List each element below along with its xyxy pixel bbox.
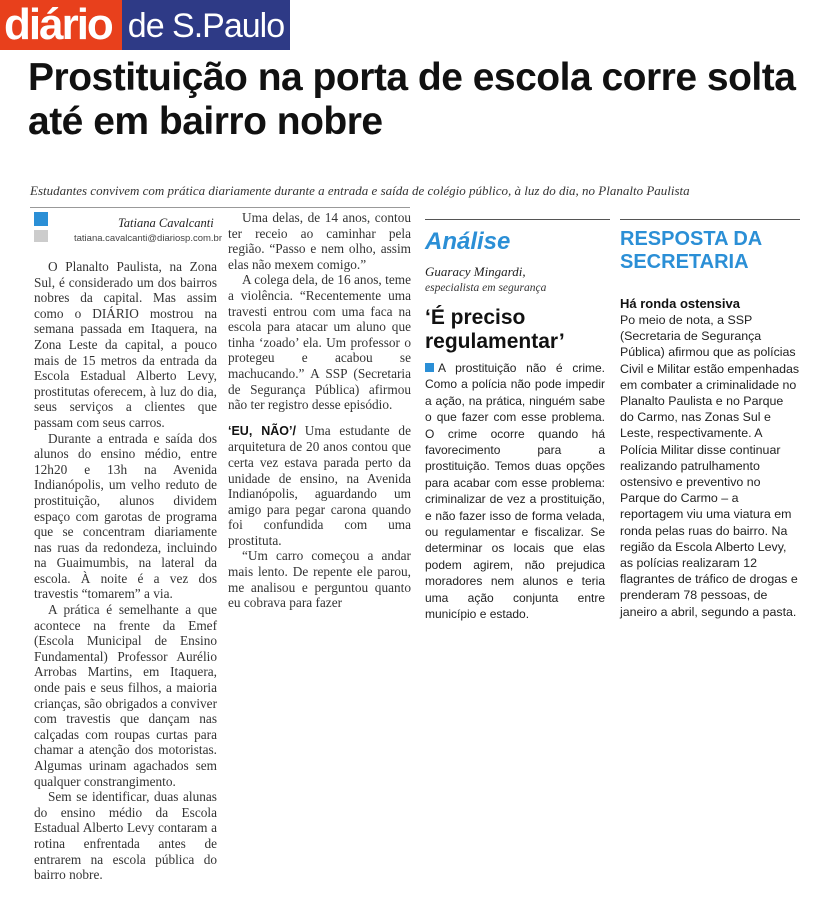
paragraph: O Planalto Paulista, na Zona Sul, é considerado um dos bairros nobres da capital. Mas assim como o DIÁRIO mostrou na semana passada em Itaquera, na Zona Leste da capital, a pouco mais de 15 metros da entrada da Escola Estadual Alberto Levy, prostitutas oferecem, à luz do dia, seus serviços a clientes que passam com seus carros. [34, 259, 217, 430]
paragraph: “Um carro começou a andar mais lento. De repente ele parou, me analisou e perguntou quanto eu cobrava para fazer [228, 548, 411, 611]
bullet-square-icon [425, 363, 434, 372]
masthead-sao-paulo: de S.Paulo [122, 0, 290, 50]
byline-author: Tatiana Cavalcanti [118, 216, 214, 230]
section-label: ‘EU, NÃO’/ [228, 423, 296, 438]
paragraph: A colega dela, de 16 anos, teme a violência. “Recentemente uma travesti entrou com uma faca na escola para atacar um aluno que tinha ‘zoado’ ela. Um professor o protegeu e acabou se machucando.” A SSP (Secretaria de Segurança Pública) afirmou não ter registro desse episódio. [228, 272, 411, 413]
analise-quote: ‘É preciso regulamentar’ [425, 306, 565, 353]
divider [425, 219, 610, 220]
analise-text: A prostituição não é crime. Como a polícia não pode impedir a ação, na prática, ninguém sabe o que fazer com esse problema. O crime ocorre quando há favorecimento para a prostituição. Temos duas opções para acabar com esse problema: criminalizar de vez a prostituição, e não fazer isso de forma velada, ou regulamentar e fiscalizar. Se determinar os locais que elas podem agirem, não prejudica moradores nem alunos e teria uma ação conjunta entre município e estado. [425, 361, 605, 622]
byline-square-icon [34, 212, 48, 226]
analise-role: especialista em segurança [425, 282, 547, 294]
divider [30, 207, 410, 208]
section-paragraph [228, 423, 411, 549]
subhead: Estudantes convivem com prática diariamente durante a entrada e saída de colégio público, à luz do dia, no Planalto Paulista [30, 183, 690, 198]
paragraph: Sem se identificar, duas alunas do ensino médio da Escola Estadual Alberto Levy contaram a rotina enfrentada antes de entrarem na escola pública do bairro nobre. [34, 789, 217, 883]
article-column-1 [34, 259, 217, 883]
analise-title: Análise [425, 228, 511, 255]
headline: Prostituição na porta de escola corre solta até em bairro nobre [28, 56, 796, 143]
byline-photo-icon [34, 230, 48, 242]
paragraph: A prática é semelhante a que acontece na frente da Emef (Escola Municipal de Ensino Fundamental) Professor Aurélio Arrobas Martins, em Itaquera, onde pais e seus filhos, a maioria crianças, são obrigados a conviver com travestis que dançam nas calçadas com roupas curtas para chamar a atenção dos motoristas. Algumas urinam agachados sem qualquer constrangimento. [34, 602, 217, 789]
resposta-body: Po meio de nota, a SSP (Secretaria de Segurança Pública) afirmou que as polícias Civil e Militar estão empenhadas em combater a criminalidade no Planalto Paulista e no Parque do Carmo, nas Zonas Sul e Leste, respectivamente. A Polícia Militar disse continuar realizando patrulhamento ostensivo e preventivo no Parque do Carmo – a reportagem viu uma viatura em ronda pelas ruas do bairro. Na região da Escola Alberto Levy, as polícias realizaram 12 flagrantes de tráfico de drogas e prenderam 78 pessoas, de janeiro a abril, segundo a pasta. [620, 313, 800, 619]
byline-email: tatiana.cavalcanti@diariosp.com.br [74, 233, 222, 244]
paragraph: Durante a entrada e saída dos alunos do ensino médio, entre 12h20 e 13h na Avenida Indianópolis, um velho reduto de prostituição, alunos dividem espaço com garotas de programa que se concentram diariamente nas ruas da redondeza, incluindo na Guaimumbis, na lateral da escola. À noite é a vez dos travestis “tomarem” a via. [34, 430, 217, 602]
resposta-subtitle: Há ronda ostensiva [620, 296, 740, 311]
masthead-logo [0, 0, 290, 50]
masthead-diario: diário [0, 0, 122, 50]
divider [620, 219, 800, 220]
article-column-2 [228, 210, 411, 611]
paragraph: Uma delas, de 14 anos, contou ter receio ao caminhar pela região. “Passo e nem olho, assim elas não mexem comigo.” [228, 210, 411, 272]
section-text: Uma estudante de arquitetura de 20 anos contou que certa vez estava parada perto da unidade de ensino, na Avenida Indianópolis, aguardando um amigo para pegar carona quando foi confundida com uma prostituta. [228, 422, 411, 548]
analise-author: Guaracy Mingardi, [425, 264, 526, 279]
analise-body [425, 360, 605, 623]
resposta-title: RESPOSTA DA SECRETARIA [620, 228, 762, 273]
